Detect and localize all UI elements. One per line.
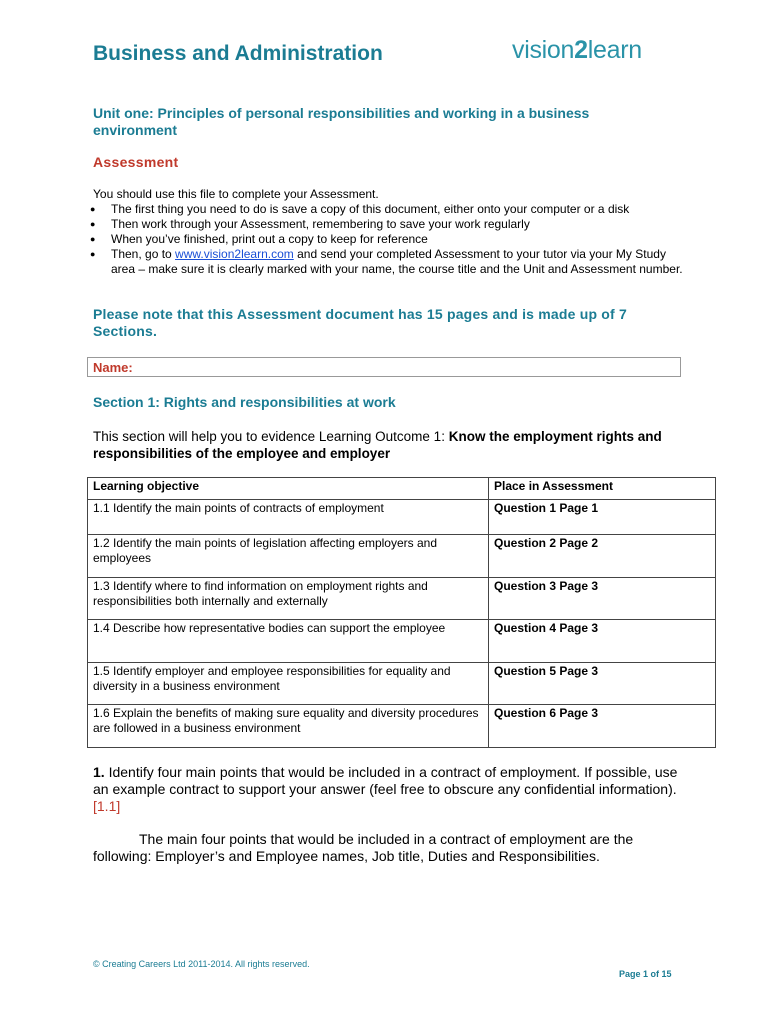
instructions-first-line: You should use this file to complete your Assessment. <box>93 187 379 201</box>
table-row <box>88 663 716 705</box>
place-cell: Question 3 Page 3 <box>489 578 716 620</box>
question-reference: [1.1] <box>93 798 121 814</box>
list-item: ● Then work through your Assessment, remembering to save your work regularly <box>93 217 683 232</box>
copyright-footer: © Creating Careers Ltd 2011-2014. All rights reserved. <box>93 959 310 969</box>
answer-text[interactable]: The main four points that would be included in a contract of employment are the following: Employer’s and Employee names, Job title, Duties and Responsibilities. <box>93 831 634 864</box>
page-number: Page 1 of 15 <box>619 969 672 979</box>
link-suffix: and send your completed Assessment to your tutor via your My Study area – make sure it is clearly marked with your name, the course title and the Unit and Assessment number. <box>111 247 683 276</box>
instructions-list <box>93 202 683 277</box>
place-cell: Question 6 Page 3 <box>489 705 716 748</box>
table-row <box>88 705 716 748</box>
question-text: Identify four main points that would be included in a contract of employment. If possible, use an example contract to support your answer (feel free to obscure any confidential information). <box>93 764 678 797</box>
objective-cell: 1.1 Identify the main points of contracts of employment <box>88 500 489 535</box>
place-cell: Question 5 Page 3 <box>489 663 716 705</box>
objective-cell: 1.6 Explain the benefits of making sure equality and diversity procedures are followed in a business environment <box>88 705 489 748</box>
learning-outcome-prefix: This section will help you to evidence Learning Outcome 1: <box>93 429 449 444</box>
place-cell: Question 4 Page 3 <box>489 620 716 663</box>
column-header-place: Place in Assessment <box>489 478 716 500</box>
table-row <box>88 500 716 535</box>
section-title: Section 1: Rights and responsibilities at work <box>93 394 396 410</box>
document-title: Business and Administration <box>93 42 383 65</box>
instructions <box>93 187 683 277</box>
table-header-row <box>88 478 716 500</box>
objective-cell: 1.3 Identify where to find information on employment rights and responsibilities both internally and externally <box>88 578 489 620</box>
link-prefix: Then, go to <box>111 247 176 261</box>
logo-suffix: learn <box>587 36 642 64</box>
list-item <box>93 247 683 277</box>
objective-cell: 1.4 Describe how representative bodies can support the employee <box>88 620 489 663</box>
column-header-objective: Learning objective <box>88 478 489 500</box>
learning-outcome-title: Know the employment rights and responsibilities of the employee and employer <box>93 429 662 461</box>
logo-prefix: vision <box>512 36 575 64</box>
name-label: Name: <box>93 360 133 375</box>
list-item: ● When you’ve finished, print out a copy to keep for reference <box>93 232 683 247</box>
logo-number: 2 <box>574 36 588 64</box>
name-field[interactable] <box>87 357 681 377</box>
place-cell: Question 2 Page 2 <box>489 535 716 578</box>
question-1 <box>93 764 693 815</box>
place-cell: Question 1 Page 1 <box>489 500 716 535</box>
table-row <box>88 620 716 663</box>
list-item: ● The first thing you need to do is save a copy of this document, either onto your computer or a disk <box>93 202 683 217</box>
vision2learn-logo <box>512 36 642 65</box>
objective-cell: 1.2 Identify the main points of legislation affecting employers and employees <box>88 535 489 578</box>
assessment-heading: Assessment <box>93 154 179 170</box>
learning-objectives-table <box>87 477 716 748</box>
table-row <box>88 578 716 620</box>
table-row <box>88 535 716 578</box>
pages-note: Please note that this Assessment document has 15 pages and is made up of 7 Sections. <box>93 306 627 339</box>
question-number: 1. <box>93 764 105 780</box>
unit-title: Unit one: Principles of personal responsibilities and working in a business environment <box>93 105 590 138</box>
vision2learn-link[interactable]: www.vision2learn.com <box>175 247 294 261</box>
objective-cell: 1.5 Identify employer and employee responsibilities for equality and diversity in a business environment <box>88 663 489 705</box>
learning-outcome-intro <box>93 428 693 462</box>
